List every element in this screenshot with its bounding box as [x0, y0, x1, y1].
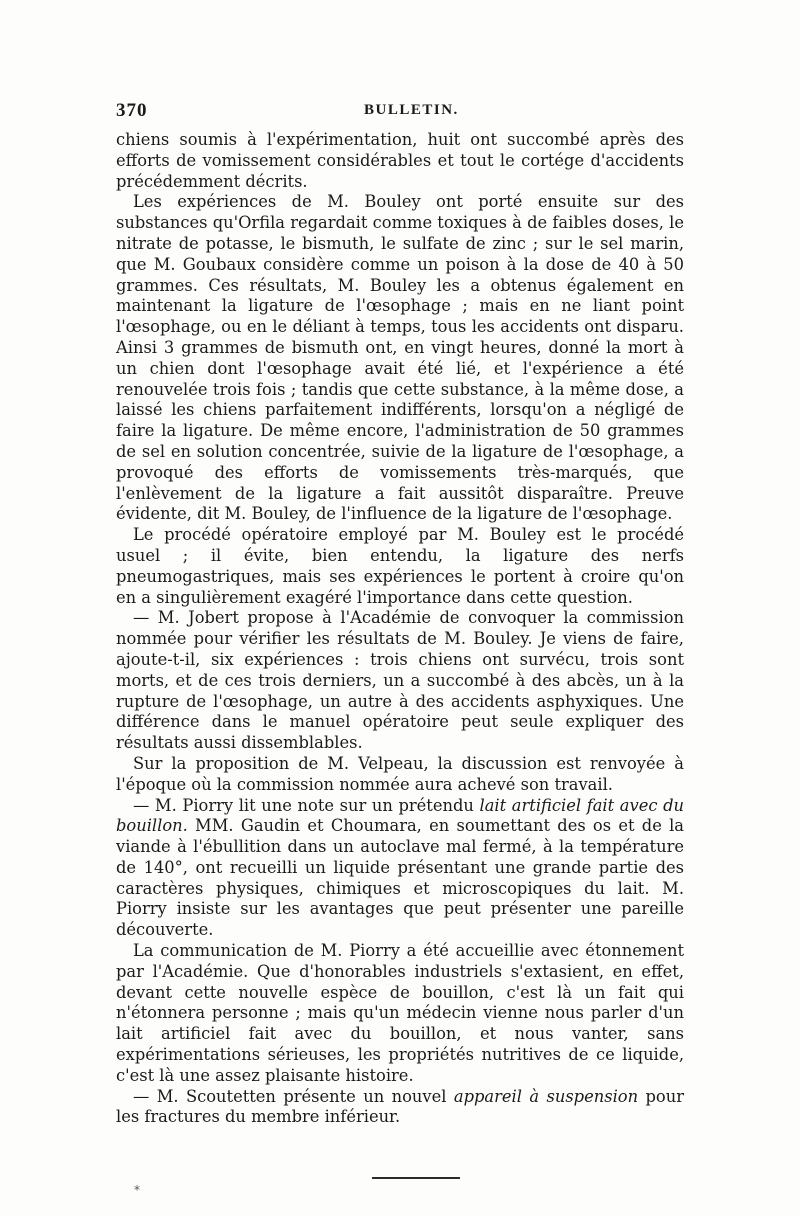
paragraph-scoutetten [116, 1087, 684, 1129]
piorry-text-start: — M. Piorry lit une note sur un prétendu [133, 795, 480, 815]
end-rule [372, 1177, 460, 1179]
scoutetten-text-start: — M. Scoutetten présente un nouvel [133, 1086, 454, 1106]
body-text [116, 130, 684, 1128]
paragraph-jobert: — M. Jobert propose à l'Académie de convoquer la commission nommée pour vérifier les résultats de M. Bouley. Je viens de faire, ajoute-t-il, six expériences : trois chiens ont survécu, trois sont morts, et de ces trois derniers, un a succombé à des abcès, un à la rupture de l'œsophage, un autre à des accidents asphyxiques. Une différence dans le manuel opératoire peut seule expliquer des résultats aussi dissemblables. [116, 608, 684, 753]
piorry-italic-title: lait artificiel fait avec du bouillon. [116, 795, 684, 836]
paragraph-operative-procedure: Le procédé opératoire employé par M. Bouley est le procédé usuel ; il évite, bien entendu, la ligature des nerfs pneumogastriques, mais ses expériences le portent à croire qu'on en a singulièrement exagéré l'importance dans cette question. [116, 525, 684, 607]
page-mark: * [134, 1183, 140, 1197]
scoutetten-text-end: pour les fractures du membre inférieur. [116, 1086, 685, 1127]
paragraph-academy-reaction: La communication de M. Piorry a été accueillie avec étonnement par l'Académie. Que d'honorables industriels s'extasient, en effet, devant cette nouvelle espèce de bouillon, c'est là un fait qui n'étonnera personne ; mais qu'un médecin vienne nous parler d'un lait artificiel fait avec du bouillon, et nous vanter, sans expérimentations sérieuses, les propriétés nutritives de ce liquide, c'est là une assez plaisante histoire. [116, 941, 684, 1085]
header-title: BULLETIN. [364, 102, 459, 118]
page-number: 370 [116, 100, 148, 121]
scoutetten-italic-device: appareil à suspension [453, 1086, 639, 1106]
paragraph-bouley-experiments: Les expériences de M. Bouley ont porté ensuite sur des substances qu'Orfila regardait comme toxiques à de faibles doses, le nitrate de potasse, le bismuth, le sulfate de zinc ; sur le sel marin, que M. Goubaux considère comme un poison à la dose de 40 à 50 grammes. Ces résultats, M. Bouley les a obtenus également en maintenant la ligature de l'œsophage ; mais en ne liant point l'œsophage, ou en le déliant à temps, tous les accidents ont disparu. Ainsi 3 grammes de bismuth ont, en vingt heures, donné la mort à un chien dont l'œsophage avait été lié, et l'expérience a été renouvelée trois fois ; tandis que cette substance, à la même dose, a laissé les chiens parfaitement indifférents, lorsqu'on a négligé de faire la ligature. De même encore, l'administration de 50 grammes de sel en solution concentrée, suivie de la ligature de l'œsophage, a provoqué des efforts de vomissements très-marqués, que l'enlèvement de la ligature a fait aussitôt disparaître. Preuve évidente, dit M. Bouley, de l'influence de la ligature de l'œsophage. [116, 192, 684, 524]
piorry-text-end: MM. Gaudin et Choumara, en soumettant des os et de la viande à l'ébullition dans un autoclave mal fermé, à la température de 140°, ont recueilli un liquide présentant une grande partie des caractères physiques, chimiques et microscopiques du lait. M. Piorry insiste sur les avantages que peut présenter une pareille découverte. [116, 816, 684, 940]
paragraph-piorry [116, 796, 684, 942]
paragraph-velpeau: Sur la proposition de M. Velpeau, la discussion est renvoyée à l'époque où la commission nommée aura achevé son travail. [116, 753, 684, 794]
running-head [116, 100, 684, 122]
paragraph-continuation: chiens soumis à l'expérimentation, huit ont succombé après des efforts de vomissement considérables et tout le cortége d'accidents précédemment décrits. [116, 130, 684, 191]
